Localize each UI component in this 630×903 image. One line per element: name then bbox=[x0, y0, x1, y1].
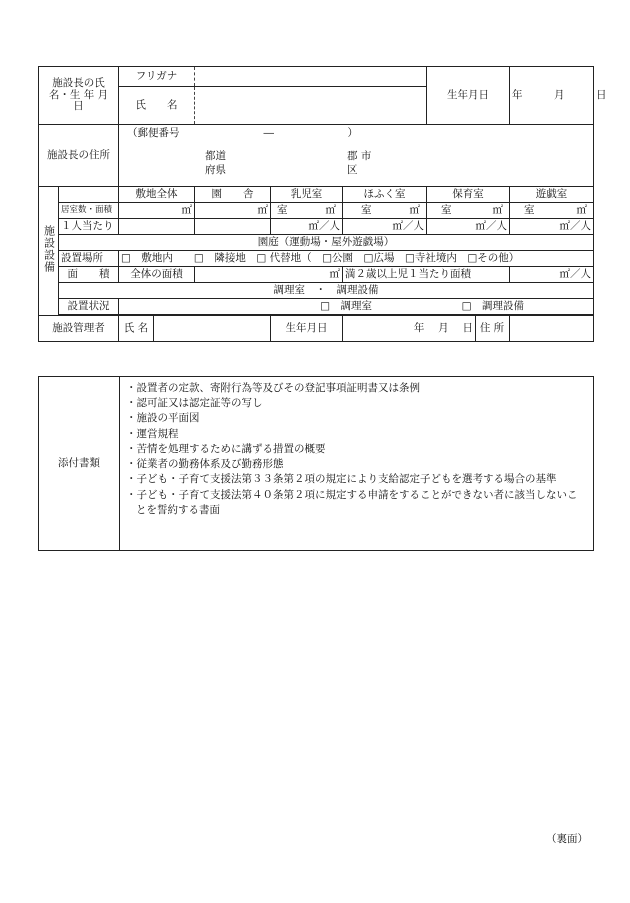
director-birth-value[interactable]: 年 月 日 bbox=[510, 67, 594, 125]
yard-area-label: 面 積 bbox=[59, 267, 119, 283]
manager-birth-value: 年 月 日 bbox=[413, 322, 474, 334]
infant-room-field[interactable]: 室 ㎡ bbox=[271, 203, 343, 219]
playroom-field[interactable]: 室 ㎡ bbox=[510, 203, 594, 219]
manager-address-label: 住 所 bbox=[475, 316, 508, 341]
manager-address-field[interactable] bbox=[510, 316, 594, 342]
header-building: 園 舎 bbox=[195, 187, 271, 203]
rooms-area-label: 居室数・面積 bbox=[59, 203, 119, 219]
header-nursery-room: 保育室 bbox=[427, 187, 510, 203]
attachment-item: ・苦情を処理するために講ずる措置の概要 bbox=[126, 442, 326, 455]
site-total-area-field[interactable]: ㎡ bbox=[119, 203, 195, 219]
building-area-field[interactable]: ㎡ bbox=[195, 203, 271, 219]
prefecture-label-1: 都道 bbox=[205, 149, 227, 162]
infant-room-per-person-field[interactable]: ㎡／人 bbox=[271, 219, 343, 235]
furigana-label: フリガナ bbox=[119, 67, 195, 87]
header-crawling-room: ほふく室 bbox=[343, 187, 427, 203]
yard-location-label: 設置場所 bbox=[59, 251, 119, 267]
facility-corner-cell bbox=[59, 187, 119, 203]
yard-section-title: 園庭（運動場・屋外遊戯場） bbox=[59, 235, 594, 251]
attachments-list bbox=[120, 377, 594, 551]
kitchen-status-label: 設置状況 bbox=[59, 299, 119, 315]
attachment-item: ・従業者の勤務体系及び勤務形態 bbox=[126, 458, 284, 471]
attachments-label: 添付書類 bbox=[39, 377, 120, 551]
attachment-item: ・設置者の定款、寄附行為等及びその登記事項証明書又は条例 bbox=[126, 382, 420, 394]
manager-birth-field[interactable] bbox=[343, 316, 510, 342]
director-birth-label: 生年月日 bbox=[427, 67, 510, 125]
crawling-room-field[interactable]: 室 ㎡ bbox=[343, 203, 427, 219]
attachments-table bbox=[38, 376, 594, 551]
attachment-item: ・認可証又は認定証等の写し bbox=[126, 397, 263, 410]
director-address-field[interactable] bbox=[119, 125, 594, 187]
kitchen-equipment-checkbox[interactable]: □ 調理設備 bbox=[461, 299, 525, 312]
name-sub-label: 氏 名 bbox=[119, 87, 195, 125]
over2-area-label: 満２歳以上児１当たり面積 bbox=[343, 267, 510, 283]
kitchen-status-field[interactable] bbox=[119, 299, 594, 315]
facility-application-form bbox=[38, 66, 607, 342]
facility-side-label: 施設設備 bbox=[39, 187, 59, 316]
header-infant-room: 乳児室 bbox=[271, 187, 343, 203]
furigana-field[interactable] bbox=[195, 67, 427, 87]
kitchen-section-title: 調理室 ・ 調理設備 bbox=[59, 283, 594, 299]
manager-birth-label: 生年月日 bbox=[271, 316, 343, 342]
attachment-item: ・子ども・子育て支援法第３３条第２項の規定により支給認定子どもを選考する場合の基準 bbox=[126, 473, 557, 486]
header-playroom: 遊戯室 bbox=[510, 187, 594, 203]
kitchen-room-checkbox[interactable]: □ 調理室 bbox=[320, 299, 373, 312]
nursery-room-field[interactable]: 室 ㎡ bbox=[427, 203, 510, 219]
playroom-per-person-field[interactable]: ㎡／人 bbox=[510, 219, 594, 235]
city-label-1: 郡 市 bbox=[347, 149, 372, 162]
manager-name-label: 氏 名 bbox=[119, 316, 154, 341]
attachment-item: ・子ども・子育て支援法第４０条第２項に規定する申請をすることができない者に該当しないことを誓約する書面 bbox=[126, 488, 578, 516]
total-area-label: 全体の面積 bbox=[119, 267, 195, 283]
site-total-per-person bbox=[119, 219, 195, 235]
attachment-item: ・運営規程 bbox=[126, 427, 179, 440]
manager-name-field[interactable] bbox=[119, 316, 271, 342]
header-site-total: 敷地全体 bbox=[119, 187, 195, 203]
manager-label: 施設管理者 bbox=[39, 316, 119, 342]
nursery-room-per-person-field[interactable]: ㎡／人 bbox=[427, 219, 510, 235]
yard-location-options[interactable]: □ 敷地内 □ 隣接地 □ 代替地（ □公園 □広場 □寺社境内 □その他） bbox=[119, 251, 594, 267]
page-side-label: （裏面） bbox=[546, 833, 588, 845]
over2-area-field[interactable]: ㎡／人 bbox=[510, 267, 594, 283]
director-address-label: 施設長の住所 bbox=[39, 125, 119, 187]
postal-code-line: （郵便番号 ― ） bbox=[127, 126, 359, 139]
city-label-2: 区 bbox=[347, 163, 358, 176]
attachment-item: ・施設の平面図 bbox=[126, 412, 200, 425]
crawling-room-per-person-field[interactable]: ㎡／人 bbox=[343, 219, 427, 235]
director-name-label: 施設長の氏名・生 年 月 日 bbox=[39, 67, 119, 125]
prefecture-label-2: 府県 bbox=[205, 163, 227, 176]
total-area-field[interactable]: ㎡ bbox=[195, 267, 343, 283]
building-per-person bbox=[195, 219, 271, 235]
director-name-field[interactable] bbox=[195, 87, 427, 125]
per-person-label: １人当たり bbox=[59, 219, 119, 235]
